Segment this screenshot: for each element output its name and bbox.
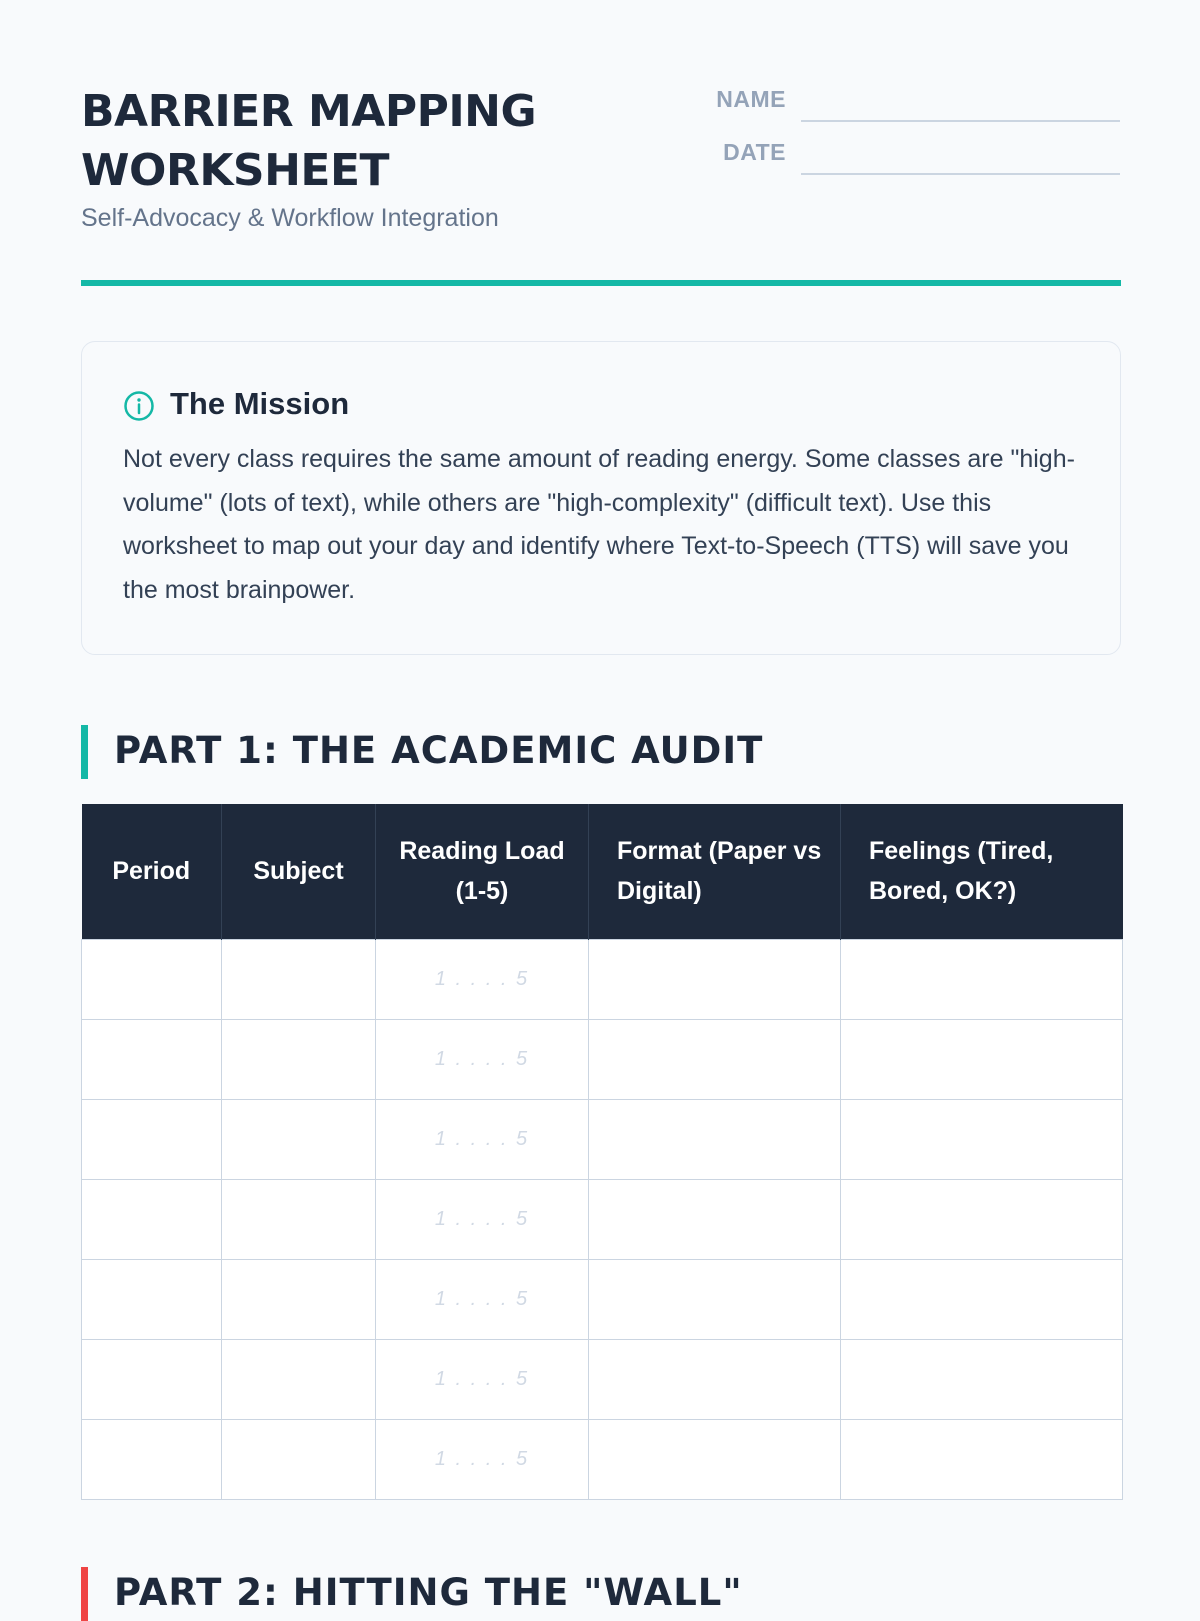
part1-accent-bar (81, 725, 88, 779)
period-cell[interactable] (82, 1419, 222, 1499)
mission-card (81, 341, 1121, 655)
header-divider (81, 280, 1121, 286)
reading-load-scale-hint: 1 . . . . 5 (434, 1367, 530, 1390)
name-field[interactable] (700, 82, 1120, 122)
name-label: NAME (716, 86, 786, 112)
table-row (82, 939, 1123, 1019)
subject-cell[interactable] (222, 939, 376, 1019)
date-label: DATE (723, 139, 786, 165)
period-cell[interactable] (82, 1179, 222, 1259)
reading-load-scale-hint: 1 . . . . 5 (434, 1447, 530, 1470)
feelings-cell[interactable] (841, 1019, 1123, 1099)
reading-load-cell[interactable] (376, 1179, 589, 1259)
date-input-line[interactable] (801, 173, 1120, 175)
subject-cell[interactable] (222, 1419, 376, 1499)
period-cell[interactable] (82, 1099, 222, 1179)
reading-load-cell[interactable] (376, 1259, 589, 1339)
format-cell[interactable] (589, 1019, 841, 1099)
format-cell[interactable] (589, 1099, 841, 1179)
reading-load-scale-hint: 1 . . . . 5 (434, 967, 530, 990)
mission-title: The Mission (170, 386, 350, 421)
format-cell[interactable] (589, 1259, 841, 1339)
part2-accent-bar (81, 1567, 88, 1621)
feelings-cell[interactable] (841, 1099, 1123, 1179)
period-cell[interactable] (82, 1019, 222, 1099)
table-row (82, 1019, 1123, 1099)
page-subtitle: Self-Advocacy & Workflow Integration (81, 204, 499, 232)
reading-load-scale-hint: 1 . . . . 5 (434, 1047, 530, 1070)
reading-load-cell[interactable] (376, 939, 589, 1019)
table-row (82, 1419, 1123, 1499)
reading-load-scale-hint: 1 . . . . 5 (434, 1207, 530, 1230)
page-title (81, 82, 641, 200)
part2-title: PART 2: HITTING THE "WALL" (114, 1571, 743, 1614)
period-cell[interactable] (82, 939, 222, 1019)
part1-heading (81, 725, 1121, 779)
table-row (82, 1339, 1123, 1419)
feelings-cell[interactable] (841, 1179, 1123, 1259)
table-header-row (82, 804, 1123, 939)
title-line-2: WORKSHEET (81, 145, 390, 196)
period-cell[interactable] (82, 1259, 222, 1339)
academic-audit-table (81, 804, 1123, 1500)
subject-cell[interactable] (222, 1259, 376, 1339)
table-row (82, 1259, 1123, 1339)
column-header-feelings: Feelings (Tired, Bored, OK?) (841, 804, 1123, 939)
part2-heading (81, 1567, 1121, 1621)
period-cell[interactable] (82, 1339, 222, 1419)
format-cell[interactable] (589, 1419, 841, 1499)
title-line-1: BARRIER MAPPING (81, 86, 537, 137)
column-header-reading-load: Reading Load (1-5) (376, 804, 589, 939)
subject-cell[interactable] (222, 1179, 376, 1259)
column-header-format: Format (Paper vs Digital) (589, 804, 841, 939)
feelings-cell[interactable] (841, 939, 1123, 1019)
subject-cell[interactable] (222, 1099, 376, 1179)
table-row (82, 1099, 1123, 1179)
reading-load-cell[interactable] (376, 1339, 589, 1419)
table-row (82, 1179, 1123, 1259)
name-input-line[interactable] (801, 120, 1120, 122)
reading-load-cell[interactable] (376, 1019, 589, 1099)
reading-load-cell[interactable] (376, 1419, 589, 1499)
reading-load-scale-hint: 1 . . . . 5 (434, 1287, 530, 1310)
date-field[interactable] (700, 135, 1120, 175)
subject-cell[interactable] (222, 1019, 376, 1099)
column-header-period: Period (82, 804, 222, 939)
format-cell[interactable] (589, 1339, 841, 1419)
feelings-cell[interactable] (841, 1419, 1123, 1499)
feelings-cell[interactable] (841, 1259, 1123, 1339)
feelings-cell[interactable] (841, 1339, 1123, 1419)
part1-title: PART 1: THE ACADEMIC AUDIT (114, 729, 764, 772)
reading-load-cell[interactable] (376, 1099, 589, 1179)
subject-cell[interactable] (222, 1339, 376, 1419)
reading-load-scale-hint: 1 . . . . 5 (434, 1127, 530, 1150)
column-header-subject: Subject (222, 804, 376, 939)
format-cell[interactable] (589, 1179, 841, 1259)
format-cell[interactable] (589, 939, 841, 1019)
mission-body: Not every class requires the same amount of reading energy. Some classes are "high-volume" (lots of text), while others are "high-complexity" (difficult text). Use this worksheet to map out your day and identify where Text-to-Speech (TTS) will save you the most brainpower. (123, 445, 1075, 604)
info-icon (123, 390, 155, 422)
